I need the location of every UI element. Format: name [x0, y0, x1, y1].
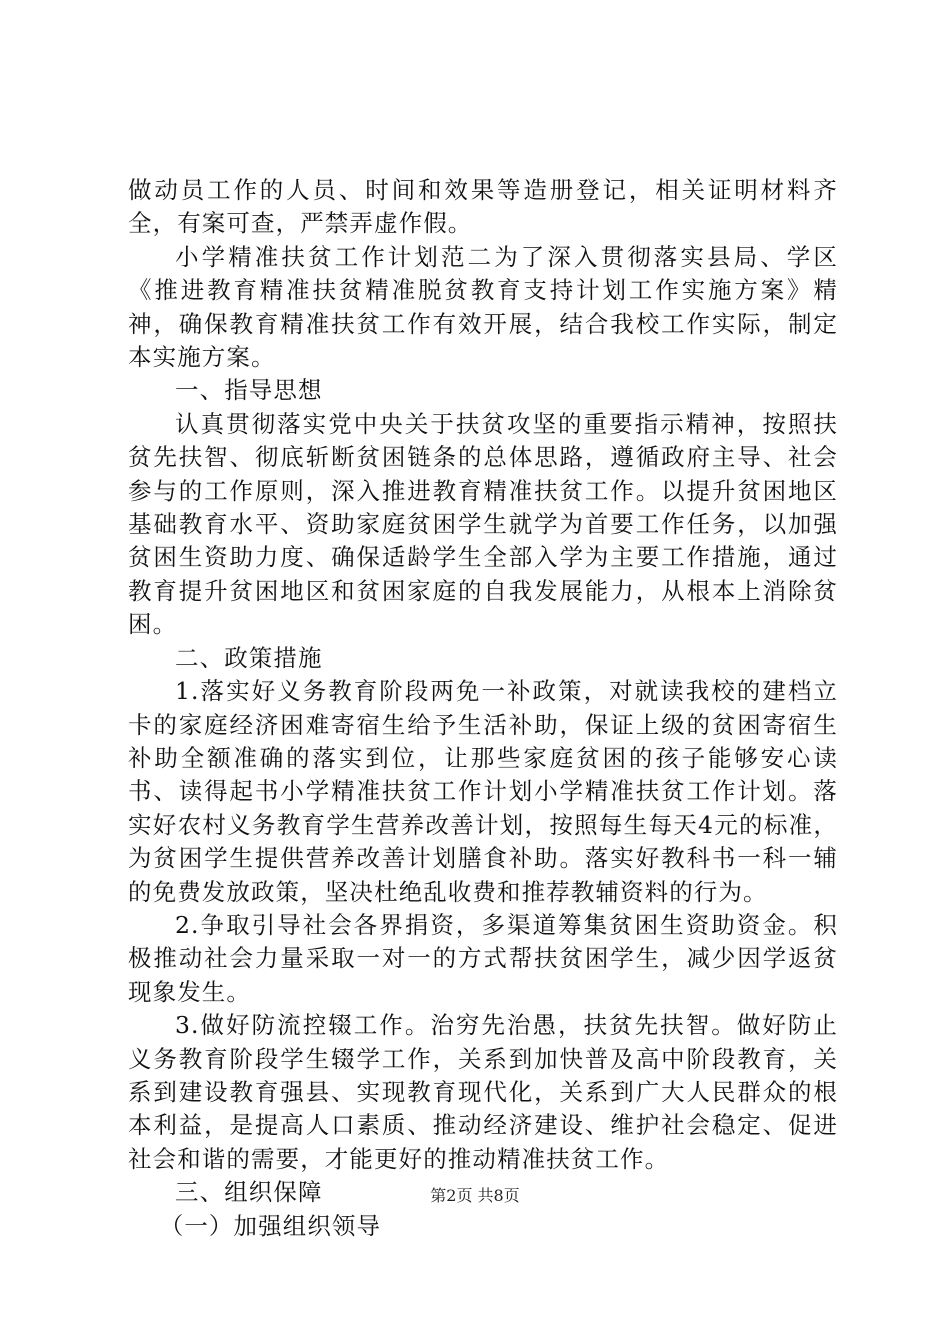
paragraph-policy-2: 2.争取引导社会各界捐资，多渠道筹集贫困生资助资金。积极推动社会力量采取一对一的方式帮扶贫困学生，减少因学返贫现象发生。 [128, 910, 838, 1006]
paragraph-policy-1: 1.落实好义务教育阶段两免一补政策，对就读我校的建档立卡的家庭经济困难寄宿生给予生活补助，保证上级的贫困寄宿生补助全额准确的落实到位，让那些家庭贫困的孩子能够安心读书、读得起书小学精准扶贫工作计划小学精准扶贫工作计划。落实好农村义务教育学生营养改善计划，按照每生每天4元的标准，为贫困学生提供营养改善计划膳食补助。落实好教科书一科一辅的免费发放政策，坚决杜绝乱收费和推荐教辅资料的行为。 [128, 677, 838, 906]
section-heading-policy-measures: 二、政策措施 [175, 643, 323, 672]
document-body [128, 174, 838, 1243]
section-heading-organization: 三、组织保障 [175, 1178, 323, 1207]
paragraph-guiding-ideology: 认真贯彻落实党中央关于扶贫攻坚的重要指示精神，按照扶贫先扶智、彻底斩断贫困链条的总体思路，遵循政府主导、社会参与的工作原则，深入推进教育精准扶贫工作。以提升贫困地区基础教育水平、资助家庭贫困学生就学为首要工作任务，以加强贫困生资助力度、确保适龄学生全部入学为主要工作措施，通过教育提升贫困地区和贫困家庭的自我发展能力，从根本上消除贫困。 [128, 409, 838, 639]
subsection-heading-leadership: （一）加强组织领导 [159, 1211, 382, 1240]
paragraph-continuation: 做动员工作的人员、时间和效果等造册登记，相关证明材料齐全，有案可查，严禁弄虚作假。 [128, 176, 838, 238]
page-number-footer: 第2页 共8页 [430, 1186, 520, 1205]
section-heading-guiding-ideology: 一、指导思想 [175, 376, 323, 405]
paragraph-plan-intro: 小学精准扶贫工作计划范二为了深入贯彻落实县局、学区《推进教育精准扶贫精准脱贫教育支持计划工作实施方案》精神，确保教育精准扶贫工作有效开展，结合我校工作实际，制定本实施方案。 [128, 242, 838, 372]
paragraph-policy-3: 3.做好防流控辍工作。治穷先治愚，扶贫先扶智。做好防止义务教育阶段学生辍学工作，关系到加快普及高中阶段教育，关系到建设教育强县、实现教育现代化，关系到广大人民群众的根本利益，是提高人口素质、推动经济建设、维护社会稳定、促进社会和谐的需要，才能更好的推动精准扶贫工作。 [128, 1011, 838, 1173]
